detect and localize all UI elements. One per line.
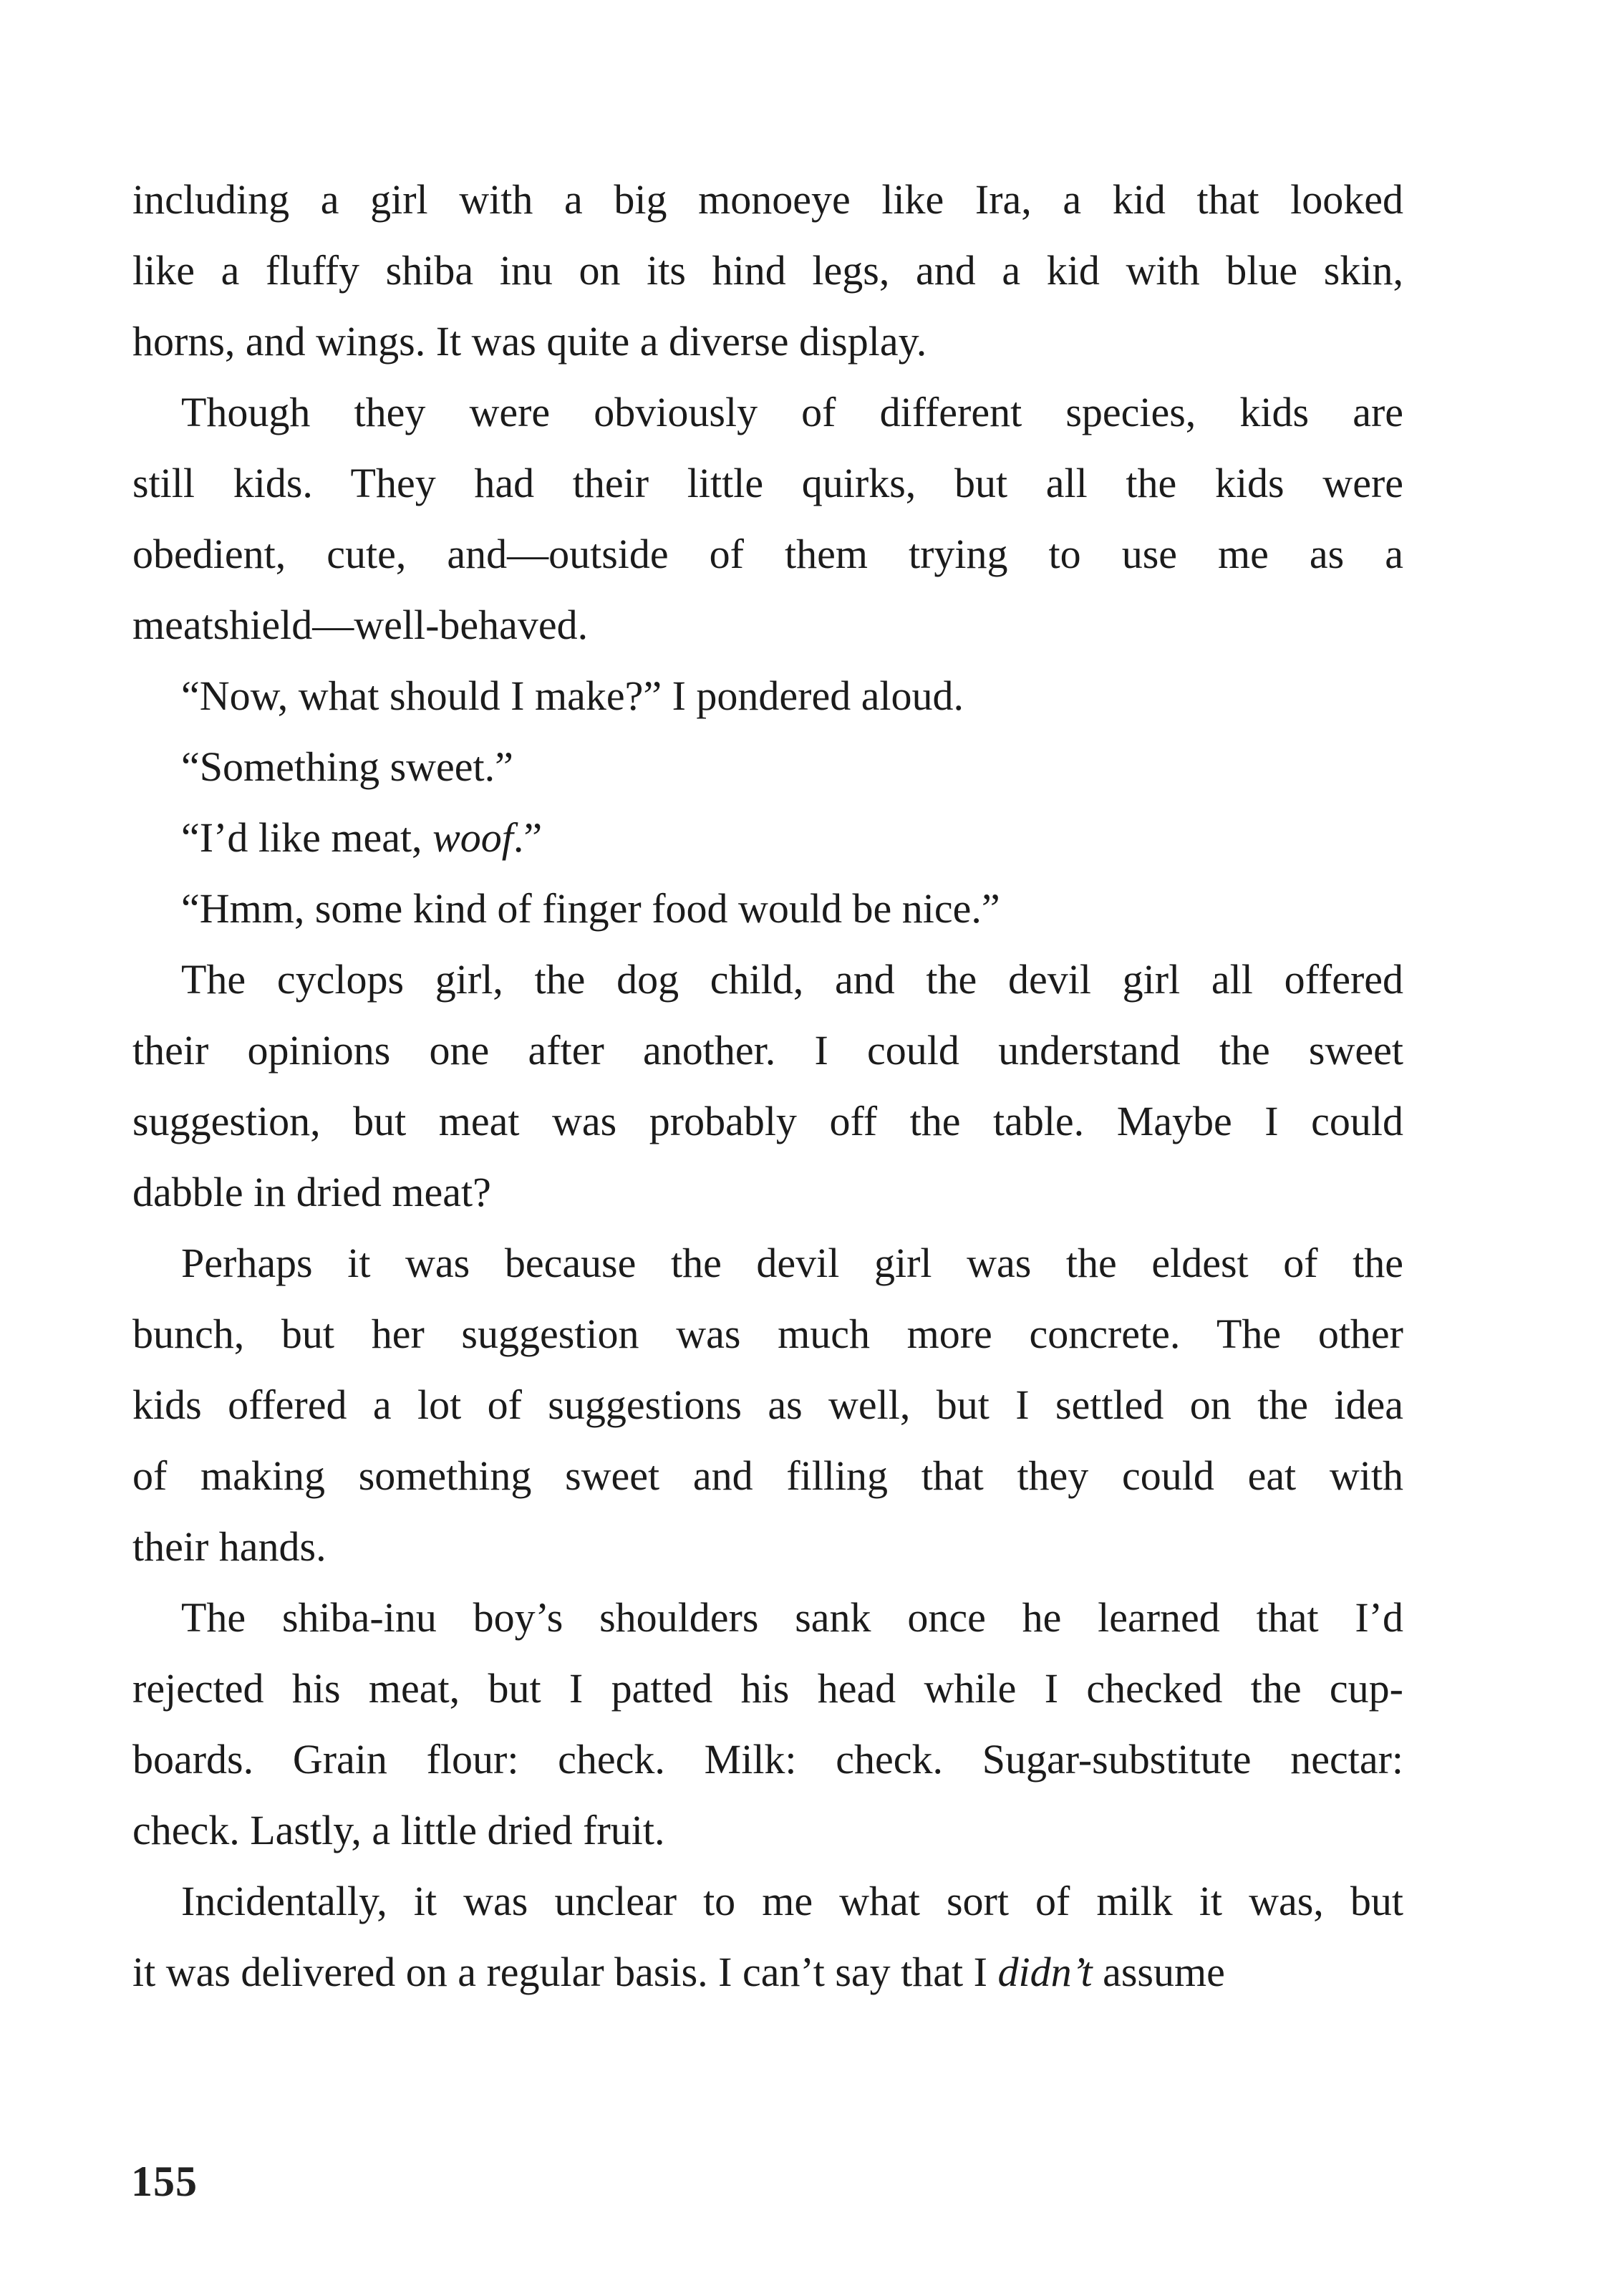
text-line xyxy=(132,1298,1403,1369)
text-segment: check. Lastly, a little dried fruit. xyxy=(132,1807,665,1853)
text-segment: The cyclops girl, the dog child, and the devil girl all offered xyxy=(181,956,1403,1003)
text-segment: Perhaps it was because the devil girl was the eldest of the xyxy=(181,1240,1403,1286)
text-segment: dabble in dried meat? xyxy=(132,1169,491,1215)
text-segment: kids offered a lot of suggestions as well, but I settled on the idea xyxy=(132,1381,1403,1428)
text-segment: Incidentally, it was unclear to me what sort of milk it was, but xyxy=(181,1878,1403,1924)
page-number: 155 xyxy=(131,2158,198,2205)
text-segment: horns, and wings. It was quite a diverse display. xyxy=(132,318,927,365)
text-segment: it was delivered on a regular basis. I can’t say that I xyxy=(132,1949,998,1995)
text-segment: bunch, but her suggestion was much more concrete. The other xyxy=(132,1311,1403,1357)
text-segment: Though they were obviously of different species, kids are xyxy=(181,389,1403,435)
text-segment: suggestion, but meat was probably off the table. Maybe I could xyxy=(132,1098,1403,1144)
text-line xyxy=(132,802,1403,873)
text-segment: their hands. xyxy=(132,1523,326,1570)
text-line xyxy=(132,1653,1403,1724)
paragraph xyxy=(132,1227,1403,1582)
text-line xyxy=(132,1015,1403,1086)
text-segment: “I’d like meat, xyxy=(181,814,433,861)
text-line xyxy=(132,306,1403,377)
text-segment: including a girl with a big monoeye like Ira, a kid that looked xyxy=(132,176,1403,223)
italic-text-segment: woof xyxy=(432,814,513,861)
body-text xyxy=(132,164,1403,2007)
text-line xyxy=(132,1795,1403,1866)
text-line xyxy=(132,873,1403,944)
text-line xyxy=(132,1369,1403,1440)
text-line xyxy=(132,1086,1403,1157)
paragraph xyxy=(132,873,1403,944)
paragraph xyxy=(132,802,1403,873)
text-line xyxy=(132,1724,1403,1795)
text-line xyxy=(132,235,1403,306)
paragraph xyxy=(132,164,1403,377)
text-line xyxy=(132,1440,1403,1511)
text-segment: their opinions one after another. I could understand the sweet xyxy=(132,1027,1403,1074)
paragraph xyxy=(132,944,1403,1227)
text-segment: boards. Grain flour: check. Milk: check. Sugar-substitute nectar: xyxy=(132,1736,1403,1783)
text-segment: “Now, what should I make?” I pondered aloud. xyxy=(181,672,964,719)
text-line xyxy=(132,1227,1403,1298)
text-line xyxy=(132,944,1403,1015)
paragraph xyxy=(132,660,1403,731)
text-line xyxy=(132,1157,1403,1227)
text-segment: like a fluffy shiba inu on its hind legs, and a kid with blue skin, xyxy=(132,247,1403,294)
text-line xyxy=(132,164,1403,235)
paragraph xyxy=(132,731,1403,802)
text-line xyxy=(132,448,1403,518)
text-segment: of making something sweet and filling that they could eat with xyxy=(132,1452,1403,1499)
text-segment: “Something sweet.” xyxy=(181,743,513,790)
paragraph xyxy=(132,1866,1403,2007)
text-line xyxy=(132,1582,1403,1653)
text-segment: rejected his meat, but I patted his head while I checked the cup- xyxy=(132,1665,1403,1712)
text-line xyxy=(132,589,1403,660)
text-line xyxy=(132,1936,1403,2007)
text-line xyxy=(132,731,1403,802)
text-line xyxy=(132,1511,1403,1582)
text-segment: still kids. They had their little quirks, but all the kids were xyxy=(132,460,1403,506)
text-segment: obedient, cute, and—outside of them trying to use me as a xyxy=(132,531,1403,577)
text-line xyxy=(132,660,1403,731)
text-line xyxy=(132,1866,1403,1936)
text-segment: .” xyxy=(513,814,543,861)
text-line xyxy=(132,377,1403,448)
text-segment: meatshield—well-behaved. xyxy=(132,602,589,648)
text-line xyxy=(132,518,1403,589)
text-segment: assume xyxy=(1092,1949,1225,1995)
italic-text-segment: didn’t xyxy=(997,1949,1093,1995)
text-segment: The shiba-inu boy’s shoulders sank once he learned that I’d xyxy=(181,1594,1403,1641)
text-segment: “Hmm, some kind of finger food would be nice.” xyxy=(181,885,1000,932)
paragraph xyxy=(132,377,1403,660)
paragraph xyxy=(132,1582,1403,1866)
